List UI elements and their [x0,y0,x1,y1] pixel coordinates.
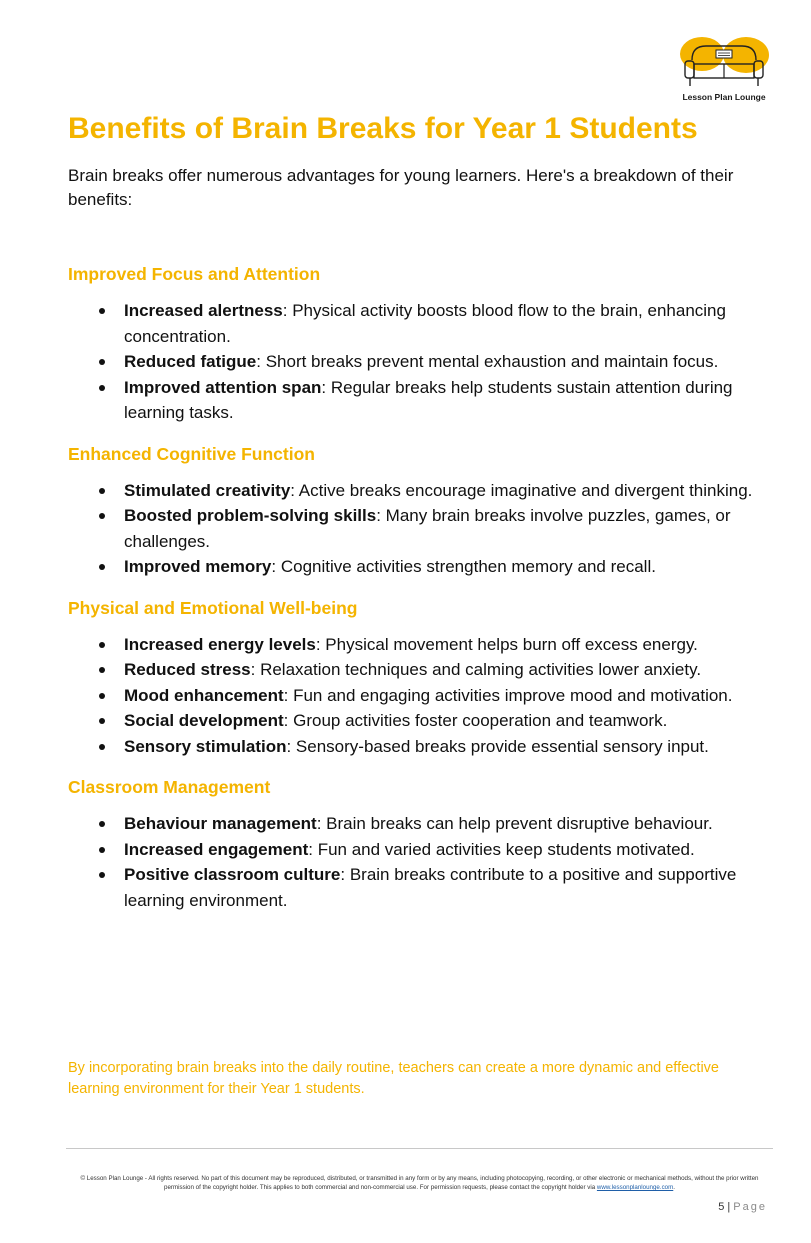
bullet-description: : Relaxation techniques and calming activities lower anxiety. [250,660,702,679]
list-item [68,734,778,760]
list-item [68,657,778,683]
bullet-term: Mood enhancement [124,685,284,705]
bullet-description: : Sensory-based breaks provide essential sensory input. [286,736,709,756]
bullet-term: Increased energy levels [124,634,316,654]
footer-period: . [673,1184,675,1191]
bullet-description: : Cognitive activities strengthen memory and recall. [271,557,656,576]
bullet-dot-icon [99,744,105,750]
list-item [68,708,778,734]
bullet-dot-icon [99,308,105,314]
bullet-description: : Regular breaks help students sustain attention during learning tasks. [124,377,733,422]
page-number-separator: | [727,1201,731,1213]
bullet-description: : Active breaks encourage imaginative and divergent thinking. [290,480,753,500]
bullet-dot-icon [99,872,105,878]
list-item [68,478,778,504]
bullet-dot-icon [99,821,105,827]
footer-copyright-text: © Lesson Plan Lounge - All rights reserved. No part of this document may be reproduced, distributed, or transmitted in any form or by any means, including photocopying, recording, or other electronic or mechanical methods, without the prior written permission of the copyright holder. This applies to both commercial and non-commercial use. For permission requests, please contact the copyright holder via [80,1175,759,1191]
list-item [68,503,778,554]
logo-text: Lesson Plan Lounge [682,92,766,102]
list-item [68,554,778,580]
bullet-description: : Group activities foster cooperation and teamwork. [283,711,668,730]
bullet-description: : Many brain breaks involve puzzles, games, or challenges. [124,506,731,551]
bullet-term: Improved memory [124,557,272,576]
bullet-term: Sensory stimulation [124,736,287,756]
bullet-dot-icon [99,847,105,853]
bullet-term: Social development [124,711,284,730]
list-item [68,811,778,837]
bullet-description: : Physical movement helps burn off excess energy. [315,634,698,654]
bullet-term: Increased engagement [124,839,309,859]
page-label: Page [733,1201,767,1213]
list-item [68,298,778,349]
bullet-list [68,632,778,760]
bullet-dot-icon [99,488,105,494]
list-item [68,862,778,913]
footer-copyright [72,1174,767,1192]
bullet-dot-icon [99,667,105,673]
bullet-description: : Fun and engaging activities improve mood and motivation. [283,685,733,705]
bullet-list [68,478,778,580]
list-item [68,683,778,709]
bullet-description: : Physical activity boosts blood flow to the brain, enhancing concentration. [124,301,726,346]
bullet-dot-icon [99,642,105,648]
bullet-description: : Brain breaks can help prevent disruptive behaviour. [316,814,713,833]
bullet-description: : Brain breaks contribute to a positive and supportive learning environment. [124,865,737,910]
bullet-list [68,298,778,426]
bullet-dot-icon [99,564,105,570]
bullet-term: Reduced fatigue [124,352,257,371]
logo [676,34,772,106]
section-heading: Enhanced Cognitive Function [68,443,315,464]
bullet-dot-icon [99,513,105,519]
page-title: Benefits of Brain Breaks for Year 1 Students [68,112,698,145]
list-item [68,349,778,375]
bullet-dot-icon [99,693,105,699]
bullet-list [68,811,778,913]
bullet-term: Reduced stress [124,660,251,679]
intro-paragraph: Brain breaks offer numerous advantages for young learners. Here's a breakdown of their benefits: [68,166,734,209]
page-number [718,1201,767,1213]
bullet-dot-icon [99,359,105,365]
bullet-term: Positive classroom culture [124,865,341,884]
benefits-content [68,262,778,929]
page-number-value: 5 [718,1201,725,1213]
section-heading: Classroom Management [68,777,271,797]
bullet-description: : Short breaks prevent mental exhaustion and maintain focus. [256,352,719,371]
closing-paragraph: By incorporating brain breaks into the daily routine, teachers can create a more dynamic and effective learning environment for their Year 1 students. [68,1060,719,1097]
list-item [68,375,778,426]
bullet-term: Stimulated creativity [124,480,291,500]
footer-divider [66,1148,773,1149]
bullet-dot-icon [99,385,105,391]
list-item [68,837,778,863]
bullet-term: Increased alertness [124,301,283,320]
footer-website-link[interactable]: www.lessonplanlounge.com [596,1184,674,1191]
bullet-term: Boosted problem-solving skills [124,506,377,525]
bullet-term: Behaviour management [124,814,317,833]
bullet-dot-icon [99,718,105,724]
bullet-description: : Fun and varied activities keep students motivated. [308,839,695,859]
section-heading: Physical and Emotional Well-being [68,597,358,618]
section-heading: Improved Focus and Attention [68,264,321,284]
list-item [68,632,778,658]
bullet-term: Improved attention span [124,377,322,397]
sofa-icon [676,34,772,92]
